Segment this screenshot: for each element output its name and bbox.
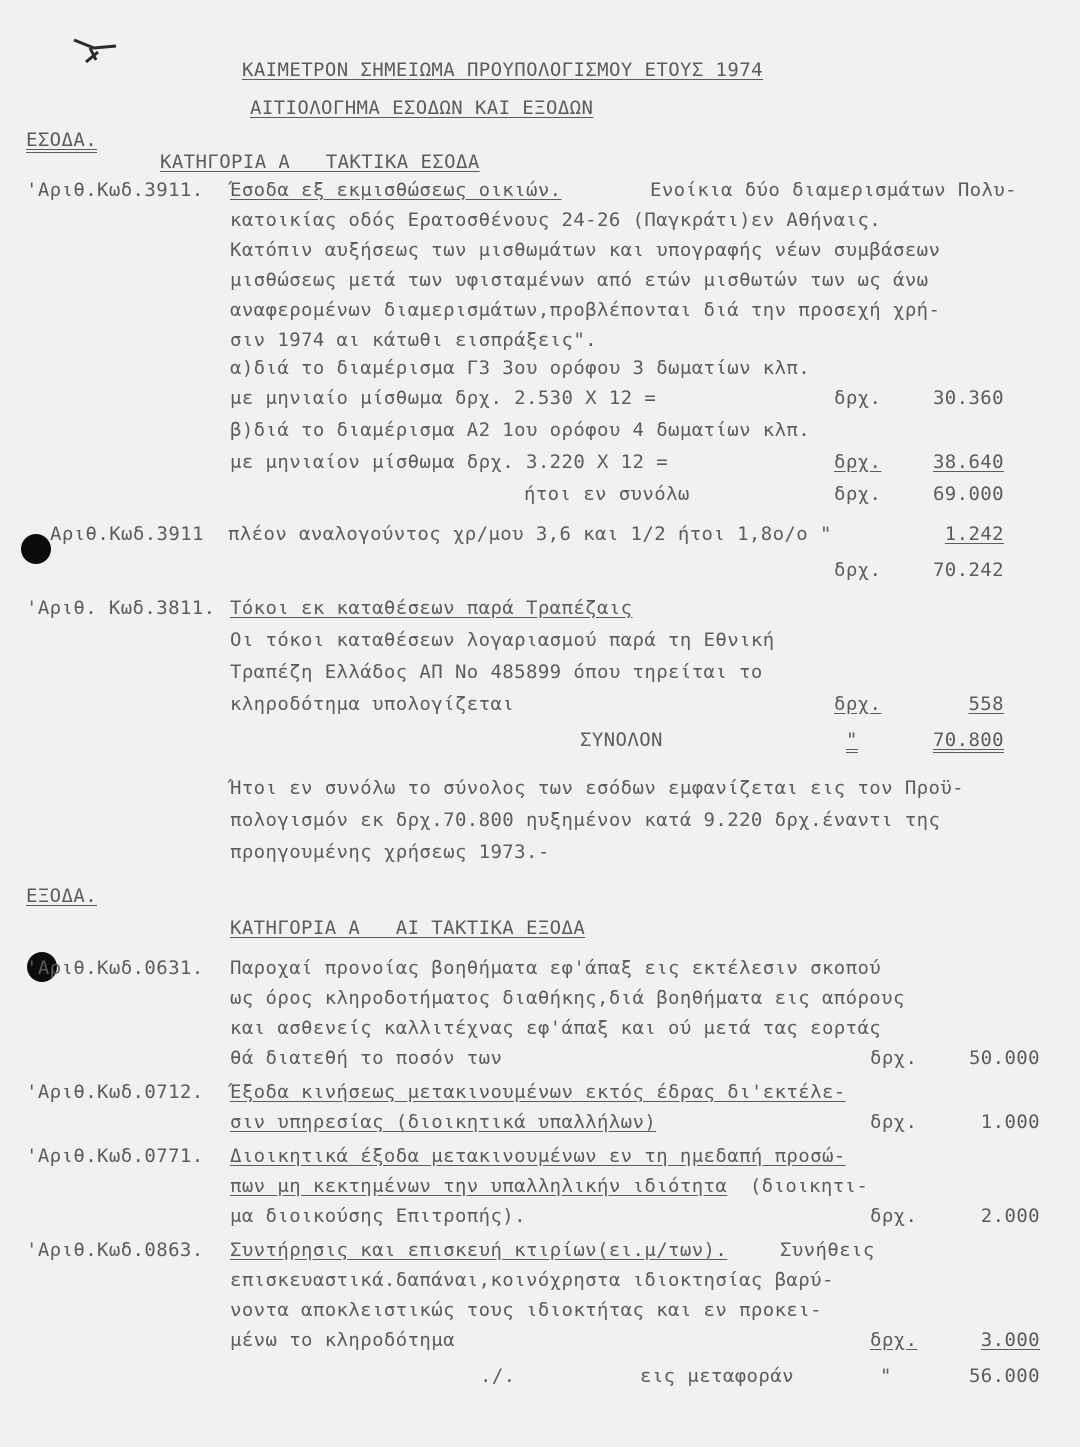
document-title: ΚΑΙΜΕΤΡΟΝ ΣΗΜΕΙΩΜΑ ΠΡΟΥΠΟΛΟΓΙΣΜΟΥ ΕΤΟΥΣ 1974 <box>242 59 763 81</box>
item-3911-line-2: Κατόπιν αυξήσεως των μισθωμάτων και υπογραφής νέων συμβάσεων <box>230 239 941 261</box>
item-0631-amount: 50.000 <box>968 1047 1040 1069</box>
breakdown-b-currency: δρχ. <box>834 451 882 473</box>
interest-line-3: κληροδότημα υπολογίζεται <box>230 693 515 715</box>
item-0771-line-3: μα διοικούσης Επιτροπής). <box>230 1205 526 1227</box>
interest-code: 'Αριθ. Κωδ.3811. <box>26 597 216 619</box>
adjustment-subtotal-currency: δρχ. <box>834 559 882 581</box>
interest-title: Τόκοι εκ καταθέσεων παρά Τραπέζαις <box>230 597 633 619</box>
sum-currency: " <box>846 729 858 751</box>
document-subtitle: ΑΙΤΙΟΛΟΓΗΜΑ ΕΣΟΔΩΝ ΚΑΙ ΕΞΟΔΩΝ <box>250 97 594 119</box>
handwritten-corner-mark <box>72 36 122 66</box>
adjustment-subtotal-amount: 70.242 <box>932 559 1004 581</box>
item-3911-line-5: σιν 1974 αι κάτωθι εισπράξεις". <box>230 329 598 351</box>
item-0863-text-first: Συνήθεις <box>780 1239 875 1261</box>
item-0771-currency: δρχ. <box>870 1205 918 1227</box>
item-0631-currency: δρχ. <box>870 1047 918 1069</box>
item-0631-line-first: Παροχαί προνοίας βοηθήματα εφ'άπαξ εις εκτέλεσιν σκοπού <box>230 957 882 979</box>
income-category: ΚΑΤΗΓΟΡΙΑ Α ΤΑΚΤΙΚΑ ΕΣΟΔΑ <box>160 151 480 173</box>
item-0631-line-3: και ασθενείς καλλιτέχνας εφ'άπαξ και ού μετά τας εορτάς <box>230 1017 882 1039</box>
breakdown-b-amount: 38.640 <box>932 451 1004 473</box>
item-0712-amount: 1.000 <box>980 1111 1040 1133</box>
carry-forward-label: εις μεταφοράν <box>640 1365 794 1387</box>
adjustment-amount: 1.242 <box>944 523 1004 545</box>
item-0771-amount: 2.000 <box>980 1205 1040 1227</box>
item-3911-code: 'Αριθ.Κωδ.3911. <box>26 179 204 201</box>
item-0712-title: Έξοδα κινήσεως μετακινουμένων εκτός έδρας δι'εκτέλε- <box>230 1081 846 1103</box>
item-3911-total-amount: 69.000 <box>932 483 1004 505</box>
breakdown-a-currency: δρχ. <box>834 387 882 409</box>
item-0631-line-2: ως όρος κληροδοτήματος διαθήκης,διά βοηθήματα εις απόρους <box>230 987 905 1009</box>
item-0863-line-3: νοντα αποκλειστικώς τους ιδιοκτήτας και εν προκει- <box>230 1299 822 1321</box>
sum-label: ΣΥΝΟΛΟΝ <box>580 729 663 751</box>
item-0863-line-4: μένω το κληροδότημα <box>230 1329 455 1351</box>
item-0712-code: 'Αριθ.Κωδ.0712. <box>26 1081 204 1103</box>
income-note-line-1: Ήτοι εν συνόλω το σύνολος των εσόδων εμφανίζεται εις τον Προϋ- <box>230 777 965 799</box>
income-section-label: ΕΣΟΔΑ. <box>26 129 98 151</box>
punch-hole-top <box>21 534 51 564</box>
item-3911-total-currency: δρχ. <box>834 483 882 505</box>
item-3911-title: Έσοδα εξ εκμισθώσεως οικιών. <box>230 179 562 201</box>
item-0863-code: 'Αριθ.Κωδ.0863. <box>26 1239 204 1261</box>
item-3911-line-1: κατοικίας οδός Ερατοσθένους 24-26 (Παγκράτι)εν Αθήναις. <box>230 209 882 231</box>
expenses-section-label: ΕΞΟΔΑ. <box>26 885 98 907</box>
item-0863-amount: 3.000 <box>980 1329 1040 1351</box>
item-3911-total-label: ήτοι εν συνόλω <box>524 483 690 505</box>
adjustment-text: πλέον αναλογούντος χρ/μου 3,6 και 1/2 ήτοι 1,8ο/ο " <box>228 523 832 545</box>
carry-forward-mark: ./. <box>480 1365 516 1387</box>
breakdown-a-amount: 30.360 <box>932 387 1004 409</box>
item-0712-currency: δρχ. <box>870 1111 918 1133</box>
item-0631-code: 'Αριθ.Κωδ.0631. <box>26 957 204 979</box>
interest-line-1: Οι τόκοι καταθέσεων λογαριασμού παρά τη Εθνική <box>230 629 775 651</box>
income-note-line-2: πολογισμόν εκ δρχ.70.800 ηυξημένον κατά 9.220 δρχ.έναντι της <box>230 809 941 831</box>
item-0771-line-2: πων μη κεκτημένων την υπαλληλικήν ιδιότητα <box>230 1175 728 1197</box>
income-note-line-3: προηγουμένης χρήσεως 1973.- <box>230 841 550 863</box>
interest-currency: δρχ. <box>834 693 882 715</box>
breakdown-a-calc: με μηνιαίο μίσθωμα δρχ. 2.530 Χ 12 = <box>230 387 657 409</box>
item-0771-title: Διοικητικά έξοδα μετακινουμένων εν τη ημεδαπή προσώ- <box>230 1145 846 1167</box>
breakdown-a-desc: α)διά το διαμέρισμα Γ3 3ου ορόφου 3 δωματίων κλπ. <box>230 357 811 379</box>
item-0771-line-2-tail: (διοικητι- <box>738 1175 869 1197</box>
item-0771-code: 'Αριθ.Κωδ.0771. <box>26 1145 204 1167</box>
breakdown-b-desc: β)διά το διαμέρισμα Α2 1ου ορόφου 4 δωματίων κλπ. <box>230 419 811 441</box>
item-0863-title: Συντήρησις και επισκευή κτιρίων(ει.μ/των). <box>230 1239 728 1261</box>
item-0863-line-2: επισκευαστικά.δαπάναι,κοινόχρηστα ιδιοκτησίας βαρύ- <box>230 1269 834 1291</box>
adjustment-code: Αριθ.Κωδ.3911 <box>50 523 204 545</box>
sum-amount: 70.800 <box>932 729 1004 751</box>
item-0712-line-2: σιν υπηρεσίας (διοικητικά υπαλλήλων) <box>230 1111 657 1133</box>
item-3911-text-first: Ενοίκια δύο διαμερισμάτων Πολυ- <box>650 179 1018 201</box>
interest-amount: 558 <box>968 693 1004 715</box>
item-3911-line-3: μισθώσεως μετά των υφισταμένων από ετών μισθωτών των ως άνω <box>230 269 929 291</box>
breakdown-b-calc: με μηνιαίον μίσθωμα δρχ. 3.220 Χ 12 = <box>230 451 669 473</box>
item-0631-line-4: θά διατεθή το ποσόν των <box>230 1047 503 1069</box>
expenses-category: ΚΑΤΗΓΟΡΙΑ Α ΑΙ ΤΑΚΤΙΚΑ ΕΞΟΔΑ <box>230 917 586 939</box>
item-3911-line-4: αναφερομένων διαμερισμάτων,προβλέπονται διά την προσεχή χρή- <box>230 299 941 321</box>
interest-line-2: Τραπέζη Ελλάδος ΑΠ Νο 485899 όπου τηρείται το <box>230 661 763 683</box>
item-0863-currency: δρχ. <box>870 1329 918 1351</box>
carry-forward-currency: " <box>880 1365 892 1387</box>
carry-forward-amount: 56.000 <box>968 1365 1040 1387</box>
